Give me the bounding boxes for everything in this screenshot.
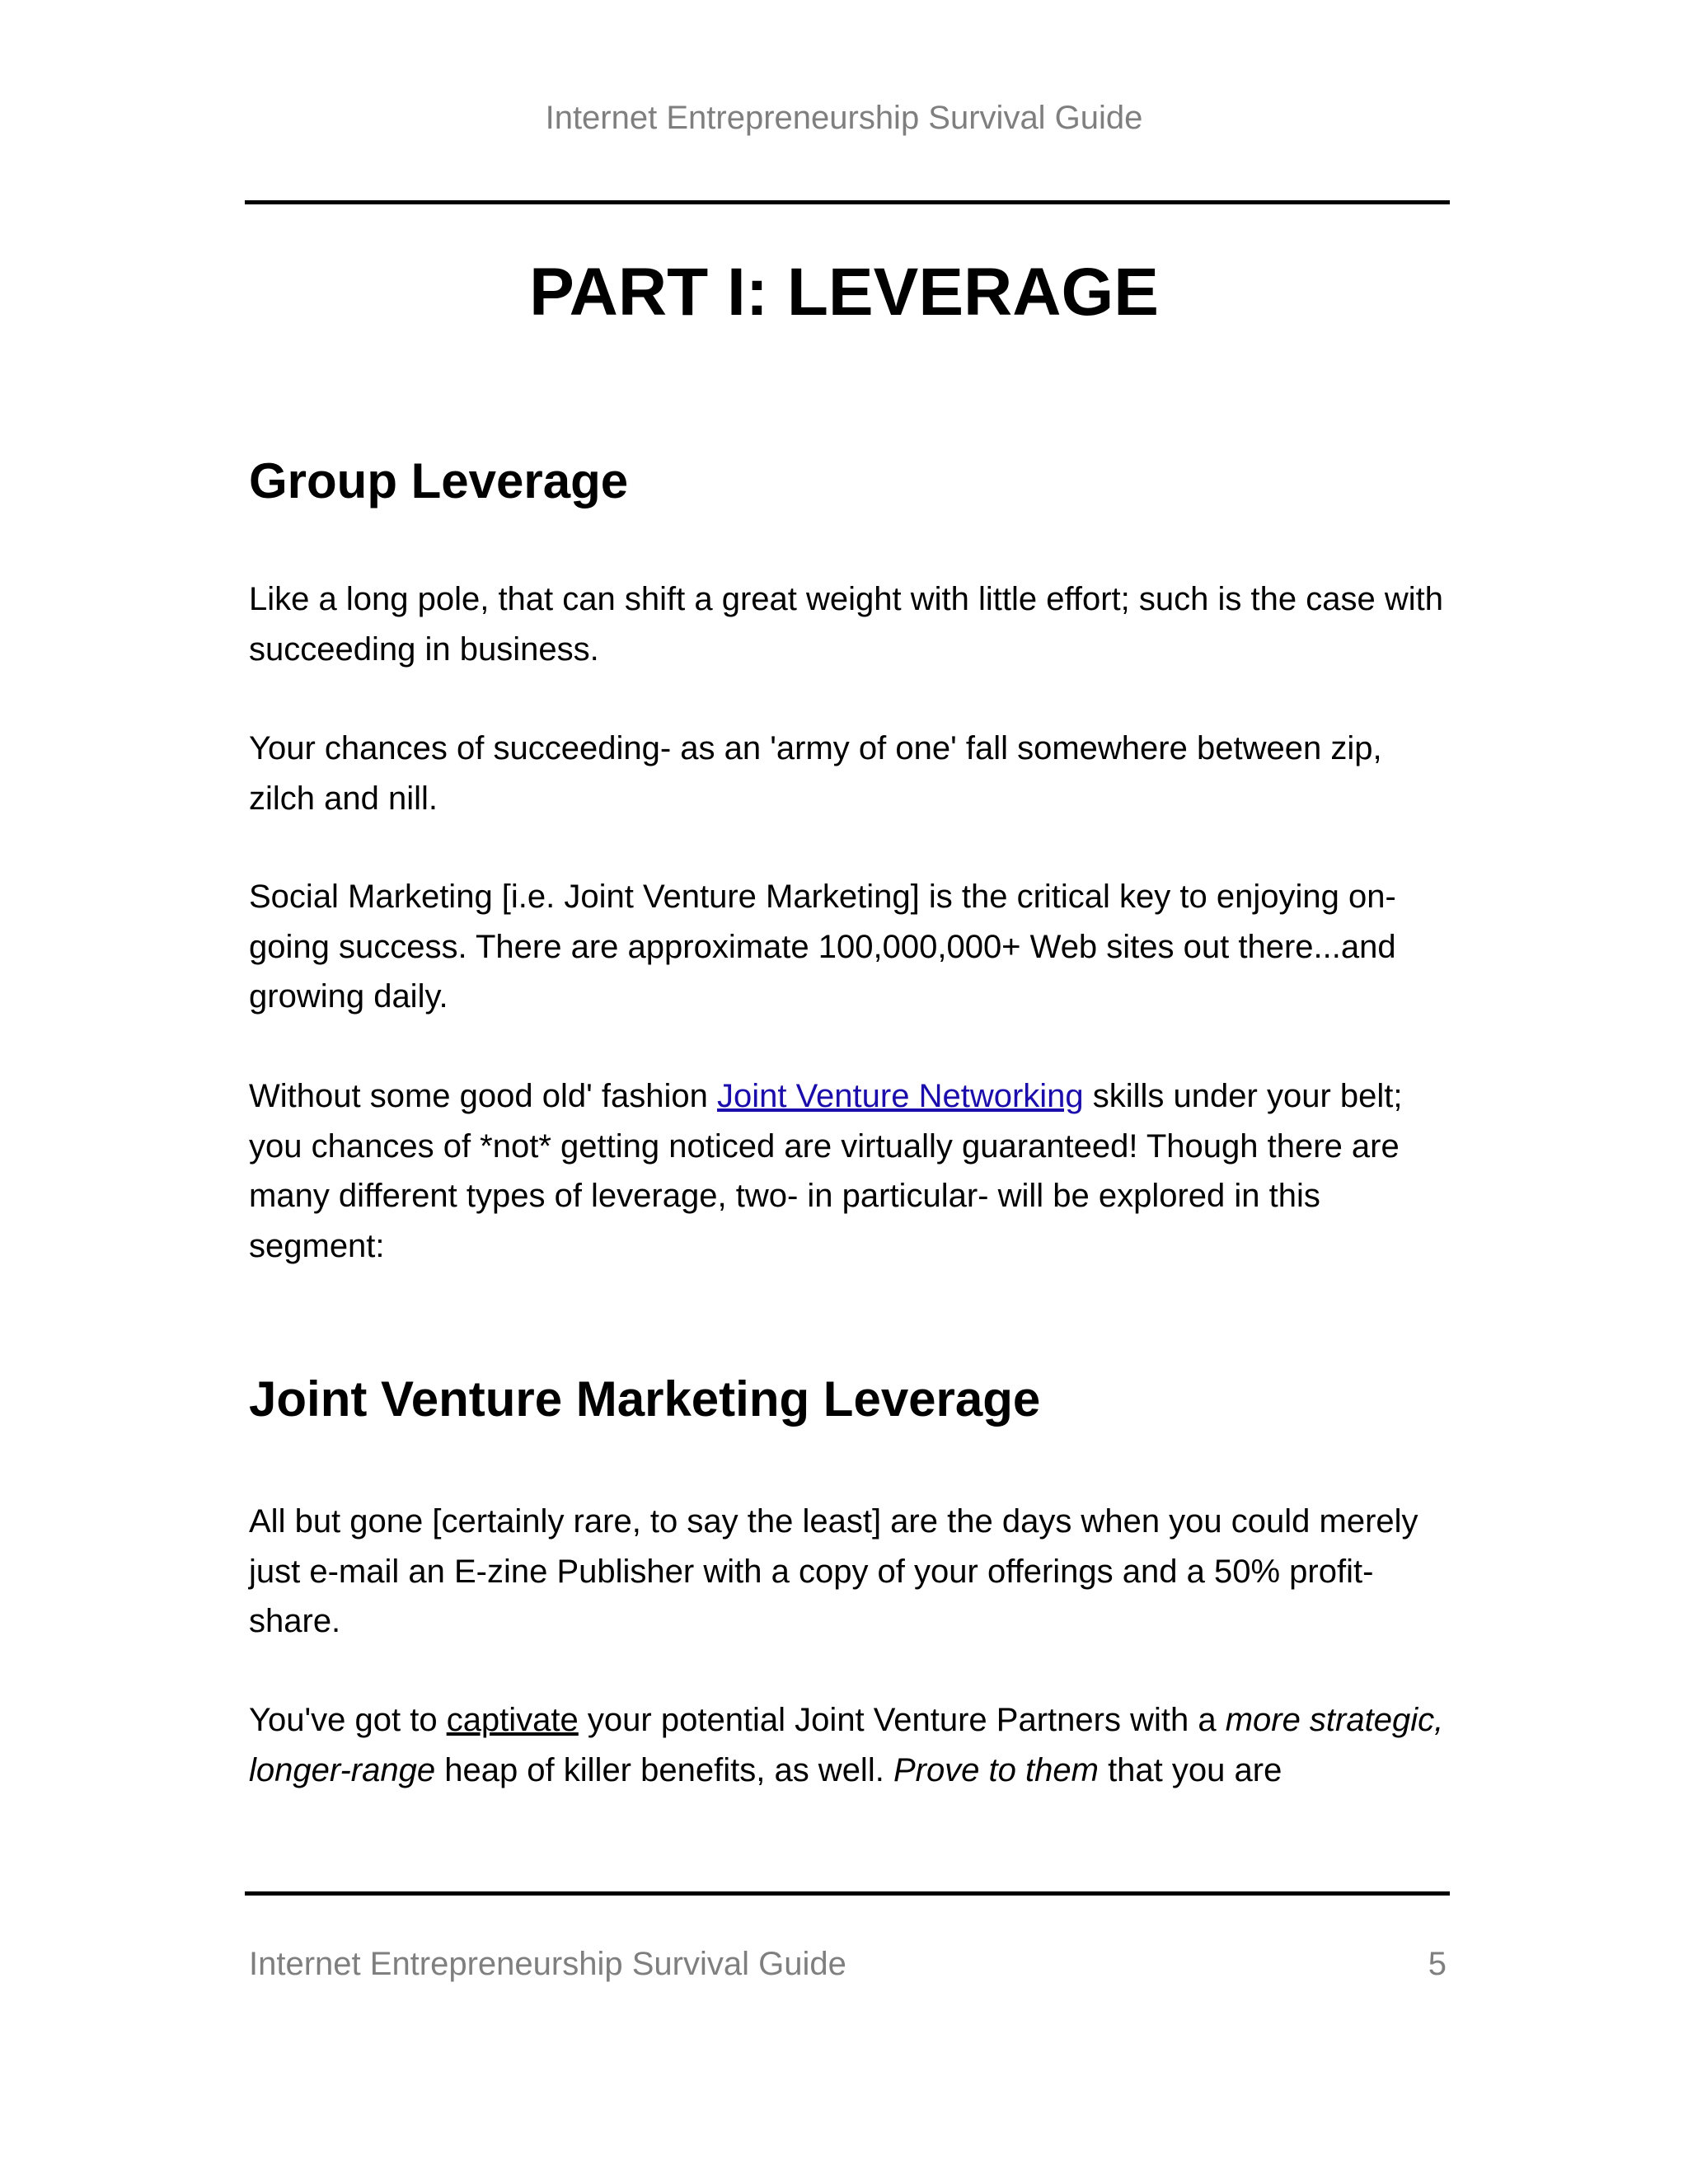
paragraph: Social Marketing [i.e. Joint Venture Marketing] is the critical key to enjoying on-going success. There are approximate 100,000,000+ Web sites out there...and growing daily. [249, 879, 1396, 1015]
paragraph-text: skills under your belt; you chances of *not* getting noticed are virtually guaranteed! Though there are many different types of leverage, two- in particular- will be explored in this segment: [249, 1078, 1403, 1264]
part-title: PART I: LEVERAGE [529, 255, 1159, 330]
joint-venture-networking-link[interactable]: Joint Venture Networking [716, 1078, 1084, 1114]
paragraph-text: your potential Joint Venture Partners with a [578, 1702, 1226, 1738]
section-heading-joint-venture-marketing-leverage: Joint Venture Marketing Leverage [249, 1371, 1041, 1427]
paragraph-with-link [249, 1071, 1452, 1271]
italic-text: more strategic, longer-range [249, 1702, 1444, 1788]
header-rule [245, 200, 1450, 204]
paragraph: Your chances of succeeding- as an 'army of one' fall somewhere between zip, zilch and nill. [249, 730, 1382, 817]
paragraph-formatted [249, 1695, 1452, 1795]
paragraph-text: Without some good old' fashion [249, 1078, 717, 1114]
running-header: Internet Entrepreneurship Survival Guide [545, 100, 1143, 136]
paragraph: Like a long pole, that can shift a great weight with little effort; such is the case with succeeding in business. [249, 581, 1443, 668]
page-number: 5 [1428, 1946, 1447, 1982]
paragraph-text: that you are [1098, 1751, 1282, 1788]
paragraph: All but gone [certainly rare, to say the least] are the days when you could merely just e-mail an E-zine Publisher with a copy of your offerings and a 50% profit-share. [249, 1503, 1418, 1639]
footer-title: Internet Entrepreneurship Survival Guide [249, 1946, 846, 1982]
paragraph-text: heap of killer benefits, as well. [435, 1751, 893, 1788]
section-heading-group-leverage: Group Leverage [249, 453, 629, 509]
underlined-text: captivate [446, 1702, 579, 1738]
italic-text: Prove to them [893, 1751, 1099, 1788]
footer-rule [245, 1891, 1450, 1896]
paragraph-text: You've got to [249, 1702, 447, 1738]
